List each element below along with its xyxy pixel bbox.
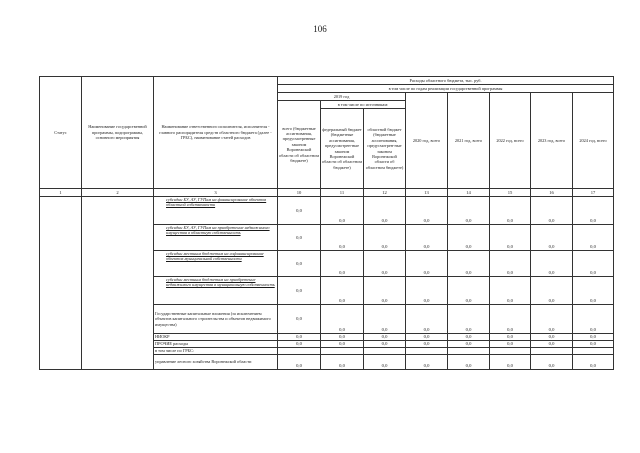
row-label: субсидии местным бюджетам на софинансирование объектов муниципальной собственности xyxy=(154,251,278,277)
value-cell: 0,0 xyxy=(573,225,614,251)
header-2019-total: всего (бюджетные ассигнования, предусмотренные законом Воронежской области об областном бюджете) xyxy=(278,101,321,189)
value-cell: 0,0 xyxy=(406,355,448,370)
value-cell: 0,0 xyxy=(573,334,614,341)
value-cell: 0,0 xyxy=(448,334,490,341)
value-cell xyxy=(448,348,490,355)
column-number: 13 xyxy=(406,189,448,197)
value-cell: 0,0 xyxy=(278,334,321,341)
value-cell: 0,0 xyxy=(531,305,573,334)
value-cell xyxy=(573,348,614,355)
value-cell: 0,0 xyxy=(278,341,321,348)
value-cell: 0,0 xyxy=(364,305,406,334)
row-label: управление лесного хозяйства Воронежской области xyxy=(154,355,278,370)
value-cell: 0,0 xyxy=(573,251,614,277)
column-number: 15 xyxy=(490,189,531,197)
value-cell: 0,0 xyxy=(321,225,364,251)
program-cell xyxy=(82,197,154,370)
value-cell: 0,0 xyxy=(531,334,573,341)
column-number: 12 xyxy=(364,189,406,197)
value-cell: 0,0 xyxy=(364,277,406,305)
value-cell: 0,0 xyxy=(406,197,448,225)
value-cell: 0,0 xyxy=(406,341,448,348)
header-by-years: в том числе по годам реализации государственной программы xyxy=(278,85,614,93)
value-cell: 0,0 xyxy=(490,225,531,251)
column-number: 11 xyxy=(321,189,364,197)
value-cell: 0,0 xyxy=(531,197,573,225)
value-cell: 0,0 xyxy=(364,341,406,348)
value-cell: 0,0 xyxy=(406,251,448,277)
row-label: субсидии БУ, АУ, ГУПам на приобретение недвижимого имущества в областную собственность xyxy=(154,225,278,251)
value-cell: 0,0 xyxy=(364,225,406,251)
value-cell: 0,0 xyxy=(531,341,573,348)
value-cell: 0,0 xyxy=(531,277,573,305)
value-cell: 0,0 xyxy=(278,197,321,225)
column-number: 3 xyxy=(154,189,278,197)
value-cell xyxy=(364,348,406,355)
row-label: субсидии местным бюджетам на приобретение недвижимого имущества в муниципальную собственность xyxy=(154,277,278,305)
value-cell: 0,0 xyxy=(490,277,531,305)
status-cell xyxy=(40,197,82,370)
value-cell: 0,0 xyxy=(448,225,490,251)
value-cell: 0,0 xyxy=(364,251,406,277)
value-cell xyxy=(531,348,573,355)
row-label: в том числе по ГРБС: xyxy=(154,348,278,355)
header-regional: областной бюджет (бюджетные ассигнования, предусмотрен-ные законом Воронежской области об областном бюджете) xyxy=(364,109,406,189)
value-cell: 0,0 xyxy=(490,305,531,334)
page-number: 106 xyxy=(313,24,327,34)
column-number: 1 xyxy=(40,189,82,197)
table-row xyxy=(40,197,614,225)
value-cell: 0,0 xyxy=(321,277,364,305)
value-cell: 0,0 xyxy=(448,305,490,334)
value-cell: 0,0 xyxy=(406,277,448,305)
header-2021: 2021 год, всего xyxy=(448,93,490,189)
header-2024: 2024 год, всего xyxy=(573,93,614,189)
value-cell: 0,0 xyxy=(573,197,614,225)
value-cell: 0,0 xyxy=(364,334,406,341)
value-cell: 0,0 xyxy=(278,355,321,370)
value-cell: 0,0 xyxy=(321,305,364,334)
value-cell: 0,0 xyxy=(490,334,531,341)
value-cell: 0,0 xyxy=(406,334,448,341)
value-cell: 0,0 xyxy=(321,341,364,348)
value-cell: 0,0 xyxy=(573,355,614,370)
header-2023: 2023 год, всего xyxy=(531,93,573,189)
value-cell: 0,0 xyxy=(573,341,614,348)
header-executor: Наименование ответственного исполнителя, исполнителя - главного распорядителя средств областного бюджета (далее - ГРБС), наименование статей расходов xyxy=(154,77,278,189)
value-cell: 0,0 xyxy=(321,197,364,225)
value-cell: 0,0 xyxy=(448,197,490,225)
value-cell: 0,0 xyxy=(278,251,321,277)
header-2020: 2020 год, всего xyxy=(406,93,448,189)
value-cell xyxy=(321,348,364,355)
header-including-sources: в том числе по источникам: xyxy=(321,101,406,109)
value-cell: 0,0 xyxy=(278,277,321,305)
column-number: 16 xyxy=(531,189,573,197)
value-cell: 0,0 xyxy=(531,251,573,277)
header-2022: 2022 год, всего xyxy=(490,93,531,189)
value-cell: 0,0 xyxy=(573,277,614,305)
value-cell xyxy=(490,348,531,355)
column-number: 10 xyxy=(278,189,321,197)
header-federal: федеральный бюджет (бюджетные ассигнования, предусмотрен-ные законом Воронежской области об областном бюджете) xyxy=(321,109,364,189)
value-cell xyxy=(278,348,321,355)
value-cell: 0,0 xyxy=(364,355,406,370)
column-number: 17 xyxy=(573,189,614,197)
row-label: субсидии БУ, АУ, ГУПам на финансирование объектов областной собственности xyxy=(154,197,278,225)
row-label: НИОКР xyxy=(154,334,278,341)
value-cell: 0,0 xyxy=(278,305,321,334)
header-status: Статус xyxy=(40,77,82,189)
column-number: 14 xyxy=(448,189,490,197)
value-cell xyxy=(406,348,448,355)
header-year-2019: 2019 год xyxy=(278,93,406,101)
value-cell: 0,0 xyxy=(490,341,531,348)
value-cell: 0,0 xyxy=(406,305,448,334)
value-cell: 0,0 xyxy=(278,225,321,251)
header-expenses: Расходы областного бюджета, тыс. руб. xyxy=(278,77,614,85)
value-cell: 0,0 xyxy=(321,334,364,341)
value-cell: 0,0 xyxy=(448,277,490,305)
value-cell: 0,0 xyxy=(490,197,531,225)
value-cell: 0,0 xyxy=(573,305,614,334)
value-cell: 0,0 xyxy=(448,341,490,348)
budget-table xyxy=(39,76,614,370)
header-program: Наименование государственной программы, подпрограммы, основного мероприятия xyxy=(82,77,154,189)
column-number-row xyxy=(40,189,614,197)
value-cell: 0,0 xyxy=(448,355,490,370)
value-cell: 0,0 xyxy=(531,225,573,251)
value-cell: 0,0 xyxy=(364,197,406,225)
value-cell: 0,0 xyxy=(321,251,364,277)
value-cell: 0,0 xyxy=(490,355,531,370)
value-cell: 0,0 xyxy=(406,225,448,251)
value-cell: 0,0 xyxy=(490,251,531,277)
value-cell: 0,0 xyxy=(448,251,490,277)
value-cell: 0,0 xyxy=(531,355,573,370)
value-cell: 0,0 xyxy=(321,355,364,370)
row-label: ПРОЧИЕ расходы xyxy=(154,341,278,348)
row-label: Государственные капитальные вложения (за исключением объектов капитального строительства и объектов недвижимого имущества) xyxy=(154,305,278,334)
column-number: 2 xyxy=(82,189,154,197)
